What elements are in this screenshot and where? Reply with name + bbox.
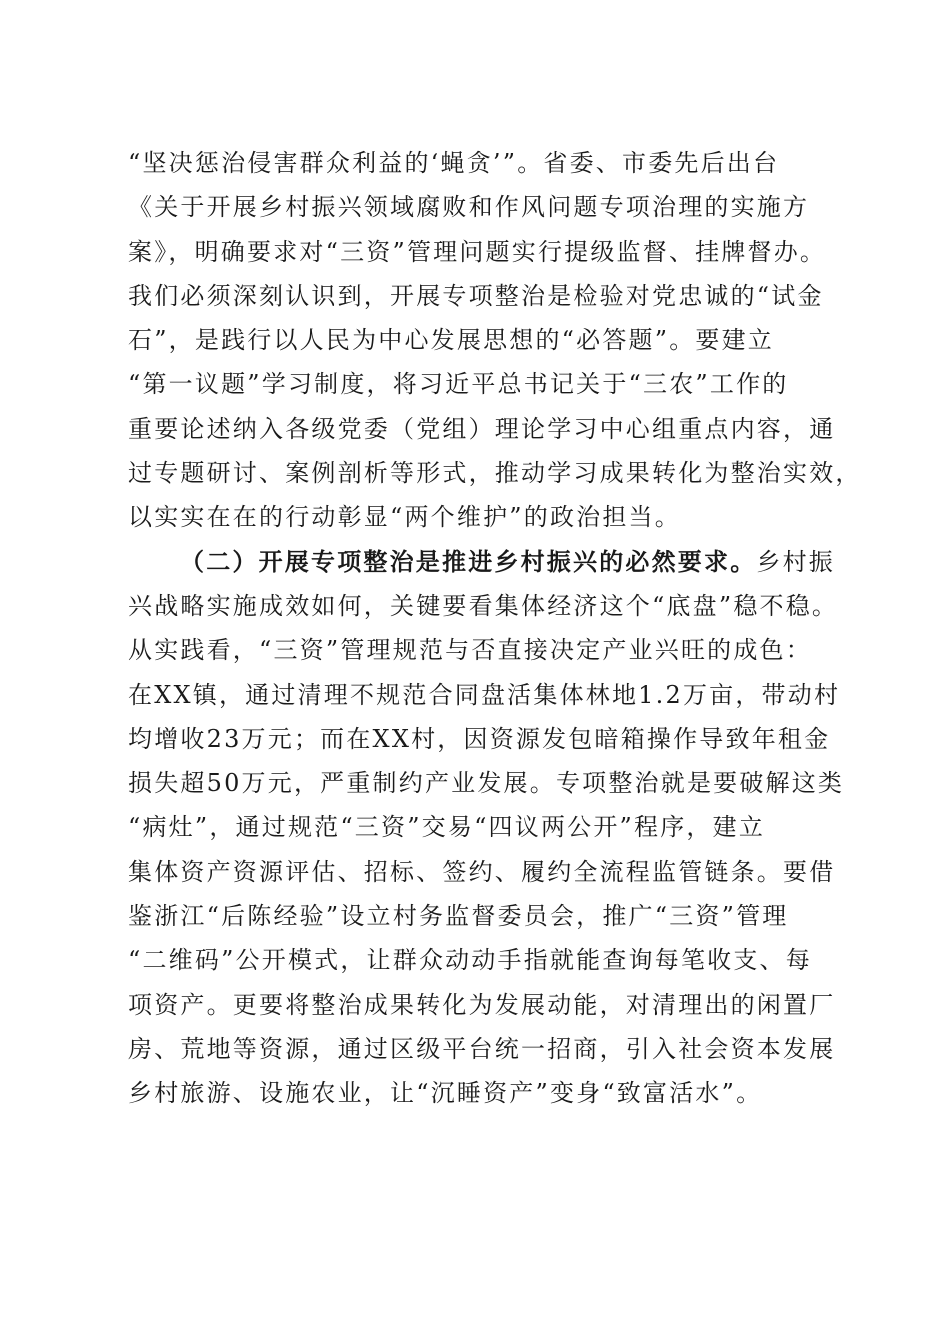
heading-line-continuation: 乡村振: [756, 547, 836, 576]
paragraph-line: 鉴浙江“后陈经验”设立村务监督委员会，推广“三资”管理: [128, 902, 789, 931]
paragraph-line: “病灶”，通过规范“三资”交易“四议两公开”程序，建立: [128, 813, 766, 842]
paragraph-line: 过专题研讨、案例剖析等形式，推动学习成果转化为整治实效，: [128, 459, 862, 488]
paragraph-line: “二维码”公开模式，让群众动动手指就能查询每笔收支、每: [128, 946, 812, 975]
paragraph-line: 《关于开展乡村振兴领域腐败和作风问题专项治理的实施方: [128, 193, 810, 222]
paragraph-line: 均增收23万元；而在XX村，因资源发包暗箱操作导致年租金: [128, 724, 831, 753]
paragraph-line: 兴战略实施成效如何，关键要看集体经济这个“底盘”稳不稳。: [128, 591, 839, 620]
paragraph-line: 我们必须深刻认识到，开展专项整治是检验对党忠诚的“试金: [128, 281, 824, 310]
paragraph-line: 在XX镇，通过清理不规范合同盘活集体林地1.2万亩，带动村: [128, 680, 841, 709]
paragraph-line: 项资产。更要将整治成果转化为发展动能，对清理出的闲置厂: [128, 990, 836, 1019]
section-heading: （二）开展专项整治是推进乡村振兴的必然要求。: [180, 546, 757, 576]
paragraph-line: “坚决惩治侵害群众利益的‘蝇贪’”。省委、市委先后出台: [128, 149, 780, 177]
paragraph-2: [128, 540, 845, 1116]
paragraph-1: [128, 141, 862, 540]
paragraph-line: 案》，明确要求对“三资”管理问题实行提级监督、挂牌督办。: [128, 237, 827, 266]
paragraph-line: 集体资产资源评估、招标、签约、履约全流程监管链条。要借: [128, 857, 836, 886]
document-body: [128, 141, 862, 1116]
paragraph-line: 从实践看，“三资”管理规范与否直接决定产业兴旺的成色：: [128, 636, 812, 665]
paragraph-line: 以实实在在的行动彰显“两个维护”的政治担当。: [128, 503, 681, 532]
paragraph-line: 乡村旅游、设施农业，让“沉睡资产”变身“致富活水”。: [128, 1079, 763, 1108]
paragraph-line: “第一议题”学习制度，将习近平总书记关于“三农”工作的: [128, 370, 789, 399]
paragraph-line: 石”，是践行以人民为中心发展思想的“必答题”。要建立: [128, 326, 775, 355]
paragraph-line: 损失超50万元，严重制约产业发展。专项整治就是要破解这类: [128, 769, 845, 798]
paragraph-line: 房、荒地等资源，通过区级平台统一招商，引入社会资本发展: [128, 1034, 836, 1063]
paragraph-first-line: [128, 540, 836, 584]
paragraph-line: 重要论述纳入各级党委（党组）理论学习中心组重点内容，通: [128, 414, 836, 443]
